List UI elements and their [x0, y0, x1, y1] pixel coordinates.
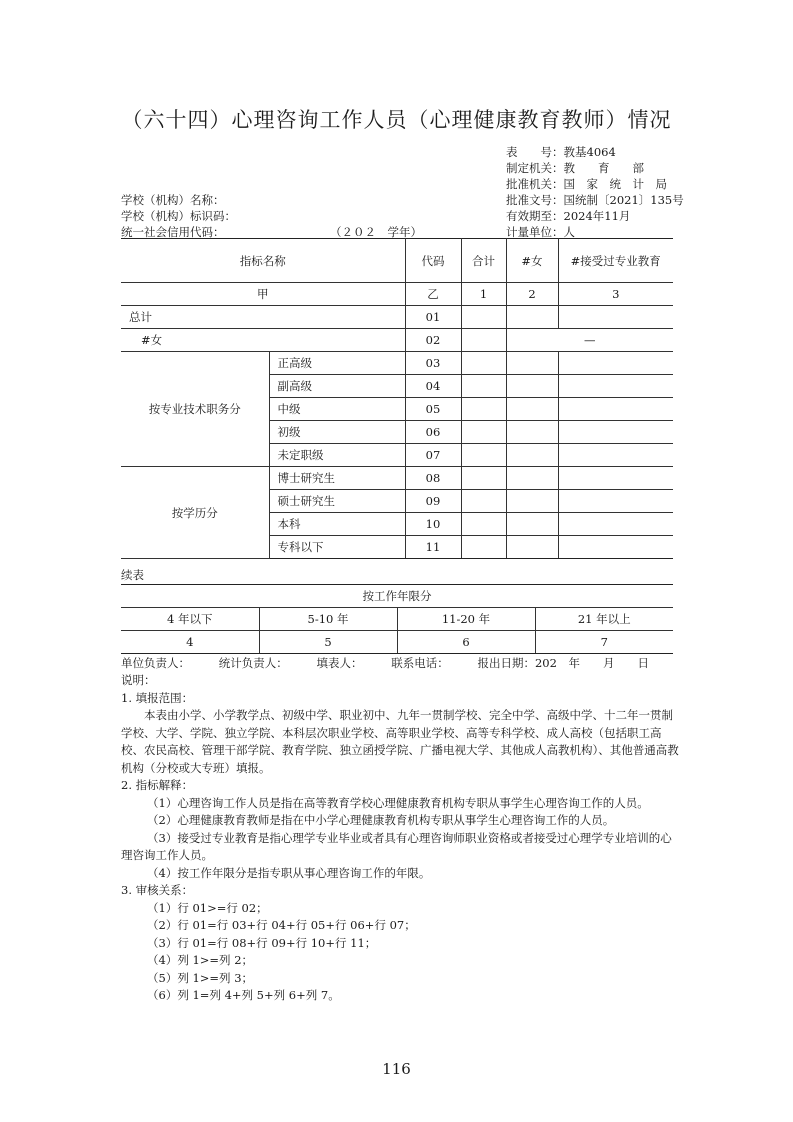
column-id-row [121, 631, 673, 654]
data-cell[interactable] [461, 536, 506, 559]
table-header-row [121, 608, 673, 631]
table-header-row [121, 585, 673, 608]
page-number: 116 [382, 1060, 411, 1078]
row-code: 07 [405, 444, 461, 467]
school-year: （２０２ 学年） [330, 225, 422, 239]
main-table [121, 238, 673, 559]
note-item: （3）接受过专业教育是指心理学专业毕业或者具有心理咨询师职业资格或者接受过心理学专业培训的心理咨询工作人员。 [121, 830, 672, 862]
data-cell[interactable] [558, 536, 673, 559]
note-item: （4）按工作年限分是指专职从事心理咨询工作的年限。 [147, 865, 431, 880]
row-label: 中级 [269, 398, 405, 421]
data-cell[interactable] [558, 444, 673, 467]
meta-unit: 计量单位：人 [506, 225, 575, 239]
column-id-row [121, 283, 673, 306]
check-rule: （2）行 01=行 03+行 04+行 05+行 06+行 07； [147, 918, 416, 932]
col-id-code: 乙 [405, 283, 461, 306]
data-cell[interactable] [506, 352, 558, 375]
data-cell[interactable] [558, 375, 673, 398]
continued-label: 续表 [121, 568, 144, 582]
check-rule: （5）列 1>=列 3； [147, 970, 254, 985]
data-cell[interactable] [461, 490, 506, 513]
header-total: 合计 [461, 239, 506, 283]
row-label: 博士研究生 [269, 467, 405, 490]
data-cell[interactable] [506, 398, 558, 421]
row-label: 本科 [269, 513, 405, 536]
data-cell[interactable] [461, 444, 506, 467]
col-id: 4 [121, 631, 259, 654]
row-code: 05 [405, 398, 461, 421]
data-cell[interactable] [558, 352, 673, 375]
header-code: 代码 [405, 239, 461, 283]
col-id: 7 [535, 631, 673, 654]
table-header-row [121, 239, 673, 283]
header-work-years: 按工作年限分 [121, 585, 673, 608]
col-id: 6 [397, 631, 535, 654]
school-id-field: 学校（机构）标识码： [121, 209, 236, 223]
row-code: 10 [405, 513, 461, 536]
header-col: 4 年以下 [121, 608, 259, 631]
row-code: 02 [405, 329, 461, 352]
check-rule: （6）列 1=列 4+列 5+列 6+列 7。 [147, 988, 340, 1002]
col-id-female: 2 [506, 283, 558, 306]
section-paragraph: 本表由小学、小学教学点、初级中学、职业初中、九年一贯制学校、完全中学、高级中学、十二年一贯制学校、大学、学院、独立学院、本科层次职业学校、高等职业学校、高等专科学校、成人高校（包括职工高校、农民高校、管理干部学院、教育学院、独立函授学院、广播电视大学、其他成人高教机构）、其他普通高教机构（分校或大专班）填报。 [121, 708, 679, 775]
note-item: （1）心理咨询工作人员是指在高等教育学校心理健康教育机构专职从事学生心理咨询工作的人员。 [147, 795, 649, 810]
dash-mark: — [584, 333, 596, 347]
not-applicable-cell [506, 329, 673, 352]
credit-code-field: 统一社会信用代码： [121, 225, 225, 239]
section-title: 1. 填报范围： [121, 690, 194, 705]
table-row [121, 352, 673, 375]
table-row [121, 329, 673, 352]
data-cell[interactable] [461, 352, 506, 375]
row-label: 副高级 [269, 375, 405, 398]
row-label: 未定职级 [269, 444, 405, 467]
row-label: 初级 [269, 421, 405, 444]
col-id-total: 1 [461, 283, 506, 306]
notes-section [121, 672, 681, 1005]
group-label-education: 按学历分 [121, 467, 269, 559]
row-code: 03 [405, 352, 461, 375]
data-cell[interactable] [558, 398, 673, 421]
row-code: 08 [405, 467, 461, 490]
data-cell[interactable] [461, 467, 506, 490]
note-item: （2）心理健康教育教师是指在中小学心理健康教育机构专职从事学生心理咨询工作的人员。 [147, 813, 615, 827]
header-col: 21 年以上 [535, 608, 673, 631]
section-title: 2. 指标解释： [121, 778, 194, 792]
row-label-total: 总计 [121, 306, 405, 329]
meta-approval-no: 批准文号：国统制〔2021〕135号 [506, 193, 684, 207]
data-cell[interactable] [506, 375, 558, 398]
data-cell[interactable] [558, 513, 673, 536]
signature-line: 单位负责人： 统计负责人： 填表人： 联系电话： 报出日期：202 年 月 日 [121, 656, 649, 670]
data-cell[interactable] [506, 513, 558, 536]
meta-valid-until: 有效期至：2024年11月 [506, 209, 631, 223]
table-row [121, 467, 673, 490]
data-cell[interactable] [506, 536, 558, 559]
header-col: 11-20 年 [397, 608, 535, 631]
check-rule: （4）列 1>=列 2； [147, 953, 254, 967]
data-cell[interactable] [506, 467, 558, 490]
continuation-table [121, 584, 673, 654]
header-indicator: 指标名称 [121, 239, 405, 283]
data-cell[interactable] [461, 306, 506, 329]
data-cell[interactable] [558, 421, 673, 444]
data-cell[interactable] [558, 467, 673, 490]
header-professional: #接受过专业教育 [558, 239, 673, 283]
meta-approver: 批准机关：国 家 统 计 局 [506, 177, 667, 191]
data-cell[interactable] [461, 329, 506, 352]
data-cell[interactable] [461, 398, 506, 421]
header-col: 5-10 年 [259, 608, 397, 631]
data-cell[interactable] [506, 421, 558, 444]
row-code: 06 [405, 421, 461, 444]
meta-form-no: 表 号：教基4064 [506, 145, 616, 159]
row-label: 硕士研究生 [269, 490, 405, 513]
table-row [121, 306, 673, 329]
data-cell[interactable] [461, 375, 506, 398]
row-label: 专科以下 [269, 536, 405, 559]
data-cell[interactable] [506, 306, 558, 329]
notes-heading: 说明： [121, 673, 156, 687]
data-cell[interactable] [558, 490, 673, 513]
row-code: 09 [405, 490, 461, 513]
school-name-field: 学校（机构）名称： [121, 193, 225, 207]
header-female: #女 [506, 239, 558, 283]
row-label-female: #女 [121, 329, 405, 352]
group-label-title: 按专业技术职务分 [121, 352, 269, 467]
data-cell[interactable] [461, 421, 506, 444]
col-id-name: 甲 [121, 283, 405, 306]
col-id-professional: 3 [558, 283, 673, 306]
data-cell[interactable] [461, 513, 506, 536]
data-cell[interactable] [558, 306, 673, 329]
page-title: （六十四）心理咨询工作人员（心理健康教育教师）情况 [121, 108, 672, 132]
col-id: 5 [259, 631, 397, 654]
section-title: 3. 审核关系： [121, 883, 194, 897]
row-code: 11 [405, 536, 461, 559]
data-cell[interactable] [506, 444, 558, 467]
data-cell[interactable] [506, 490, 558, 513]
row-label: 正高级 [269, 352, 405, 375]
check-rule: （1）行 01>=行 02； [147, 900, 268, 915]
check-rule: （3）行 01=行 08+行 09+行 10+行 11； [147, 935, 377, 950]
row-code: 04 [405, 375, 461, 398]
row-code: 01 [405, 306, 461, 329]
meta-authority: 制定机关：教 育 部 [506, 161, 644, 175]
